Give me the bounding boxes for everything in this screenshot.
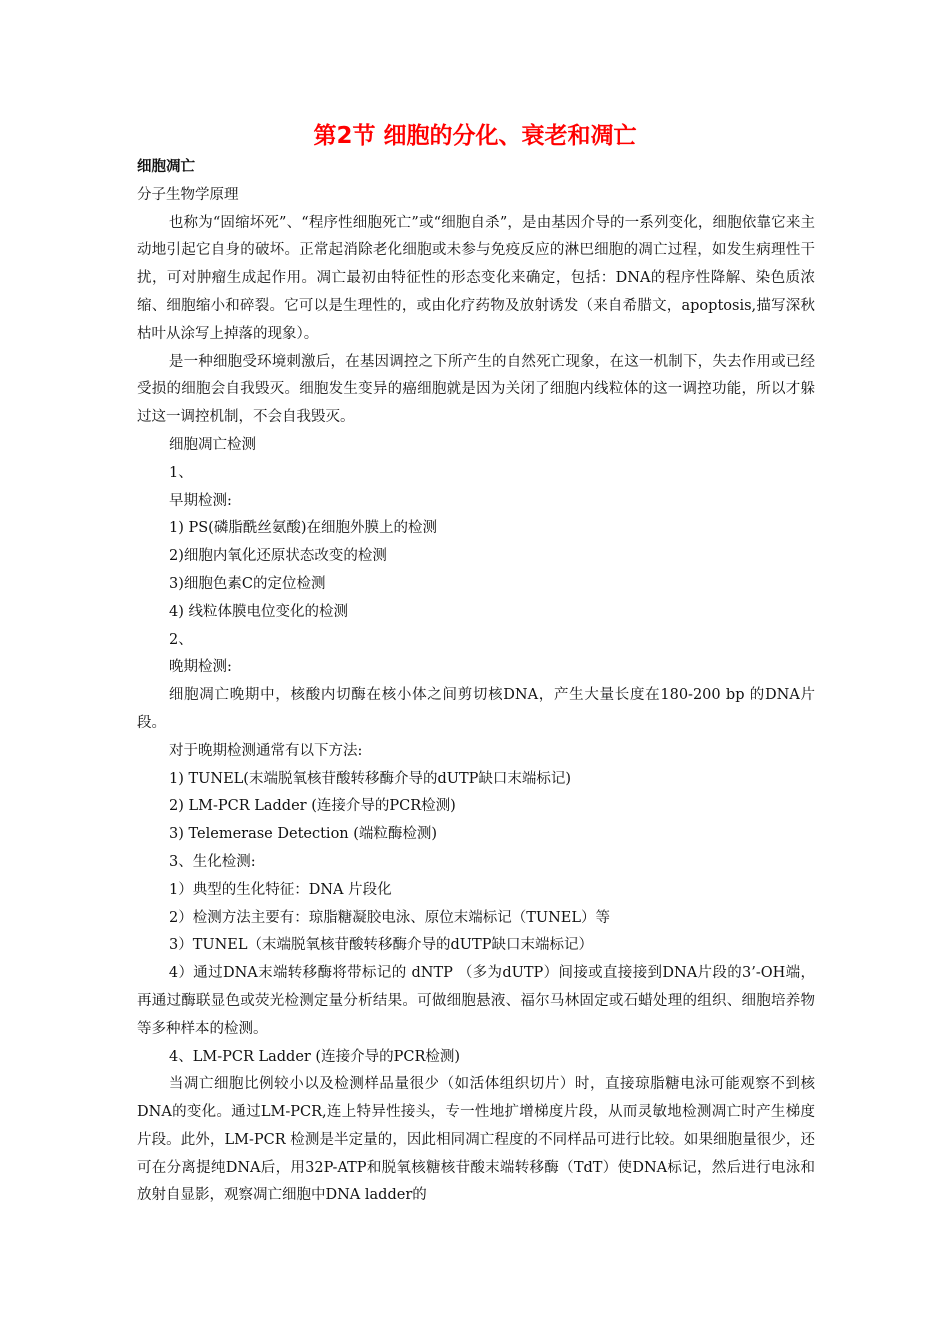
list-item: 4) 线粒体膜电位变化的检测 [169, 603, 348, 620]
number-1: 1、 [169, 464, 193, 481]
page-title: 第2节 细胞的分化、衰老和凋亡 [313, 123, 637, 149]
detect-title: 细胞凋亡检测 [169, 436, 256, 453]
list-item: 3)细胞色素C的定位检测 [169, 575, 326, 592]
list-item: 3）TUNEL（末端脱氧核苷酸转移酶介导的dUTP缺口末端标记） [169, 937, 593, 954]
section-heading: 细胞凋亡 [137, 159, 195, 175]
list-item: 1）典型的生化特征：DNA 片段化 [169, 881, 392, 898]
early-title: 早期检测: [169, 492, 232, 509]
paragraph-lmpcr: 当凋亡细胞比例较小以及检测样品量很少（如活体组织切片）时，直接琼脂糖电泳可能观察不到核DNA的变化。通过LM-PCR,连上特异性接头，专一性地扩增梯度片段，从而灵敏地检测凋亡时产生梯度片段。此外，LM-PCR 检测是半定量的，因此相同凋亡程度的不同样品可进行比较。如果细胞量很少，还可在分离提纯DNA后，用32P-ATP和脱氧核糖核苷酸末端转移酶（TdT）使DNA标记，然后进行电泳和放射自显影，观察凋亡细胞中DNA ladder的 [137, 1076, 815, 1204]
paragraph-bio-item-4: 4）通过DNA末端转移酶将带标记的 dNTP （多为dUTP）间接或直接接到DNA片段的3’-OH端，再通过酶联显色或荧光检测定量分析结果。可做细胞悬液、福尔马林固定或石蜡处理的组织、细胞培养物等多种样本的检测。 [137, 965, 815, 1037]
paragraph-late: 细胞凋亡晚期中，核酸内切酶在核小体之间剪切核DNA，产生大量长度在180-200 bp 的DNA片段。 [137, 687, 815, 731]
bio-title: 3、生化检测: [169, 853, 256, 870]
list-item: 1) PS(磷脂酰丝氨酸)在细胞外膜上的检测 [169, 520, 437, 537]
late-methods-intro: 对于晚期检测通常有以下方法: [169, 742, 363, 759]
subheading: 分子生物学原理 [137, 186, 239, 203]
number-2: 2、 [169, 631, 193, 648]
list-item: 2）检测方法主要有：琼脂糖凝胶电泳、原位末端标记（TUNEL）等 [169, 909, 611, 926]
paragraph-definition: 也称为“固缩坏死”、“程序性细胞死亡”或“细胞自杀”，是由基因介导的一系列变化，细胞依靠它来主动地引起它自身的破坏。正常起消除老化细胞或未参与免疫反应的淋巴细胞的凋亡过程，如发生病理性干扰，可对肿瘤生成起作用。凋亡最初由特征性的形态变化来确定，包括：DNA的程序性降解、染色质浓缩、细胞缩小和碎裂。它可以是生理性的，或由化疗药物及放射诱发（来自希腊文，apoptosis,描写深秋枯叶从涂写上掉落的现象）。 [137, 214, 815, 342]
list-item: 3) Telemerase Detection (端粒酶检测) [169, 826, 438, 843]
list-item: 1) TUNEL(末端脱氧核苷酸转移酶介导的dUTP缺口末端标记) [169, 770, 572, 787]
paragraph-mechanism: 是一种细胞受环境刺激后，在基因调控之下所产生的自然死亡现象，在这一机制下，失去作用或已经受损的细胞会自我毁灭。细胞发生变异的癌细胞就是因为关闭了细胞内线粒体的这一调控功能，所以才躲过这一调控机制，不会自我毁灭。 [137, 353, 815, 426]
list-item: 2)细胞内氧化还原状态改变的检测 [169, 548, 387, 565]
list-item: 2) LM-PCR Ladder (连接介导的PCR检测) [169, 798, 456, 815]
document-body [137, 154, 815, 1210]
lmpcr-title: 4、LM-PCR Ladder (连接介导的PCR检测) [169, 1048, 461, 1065]
late-title: 晚期检测: [169, 659, 232, 676]
